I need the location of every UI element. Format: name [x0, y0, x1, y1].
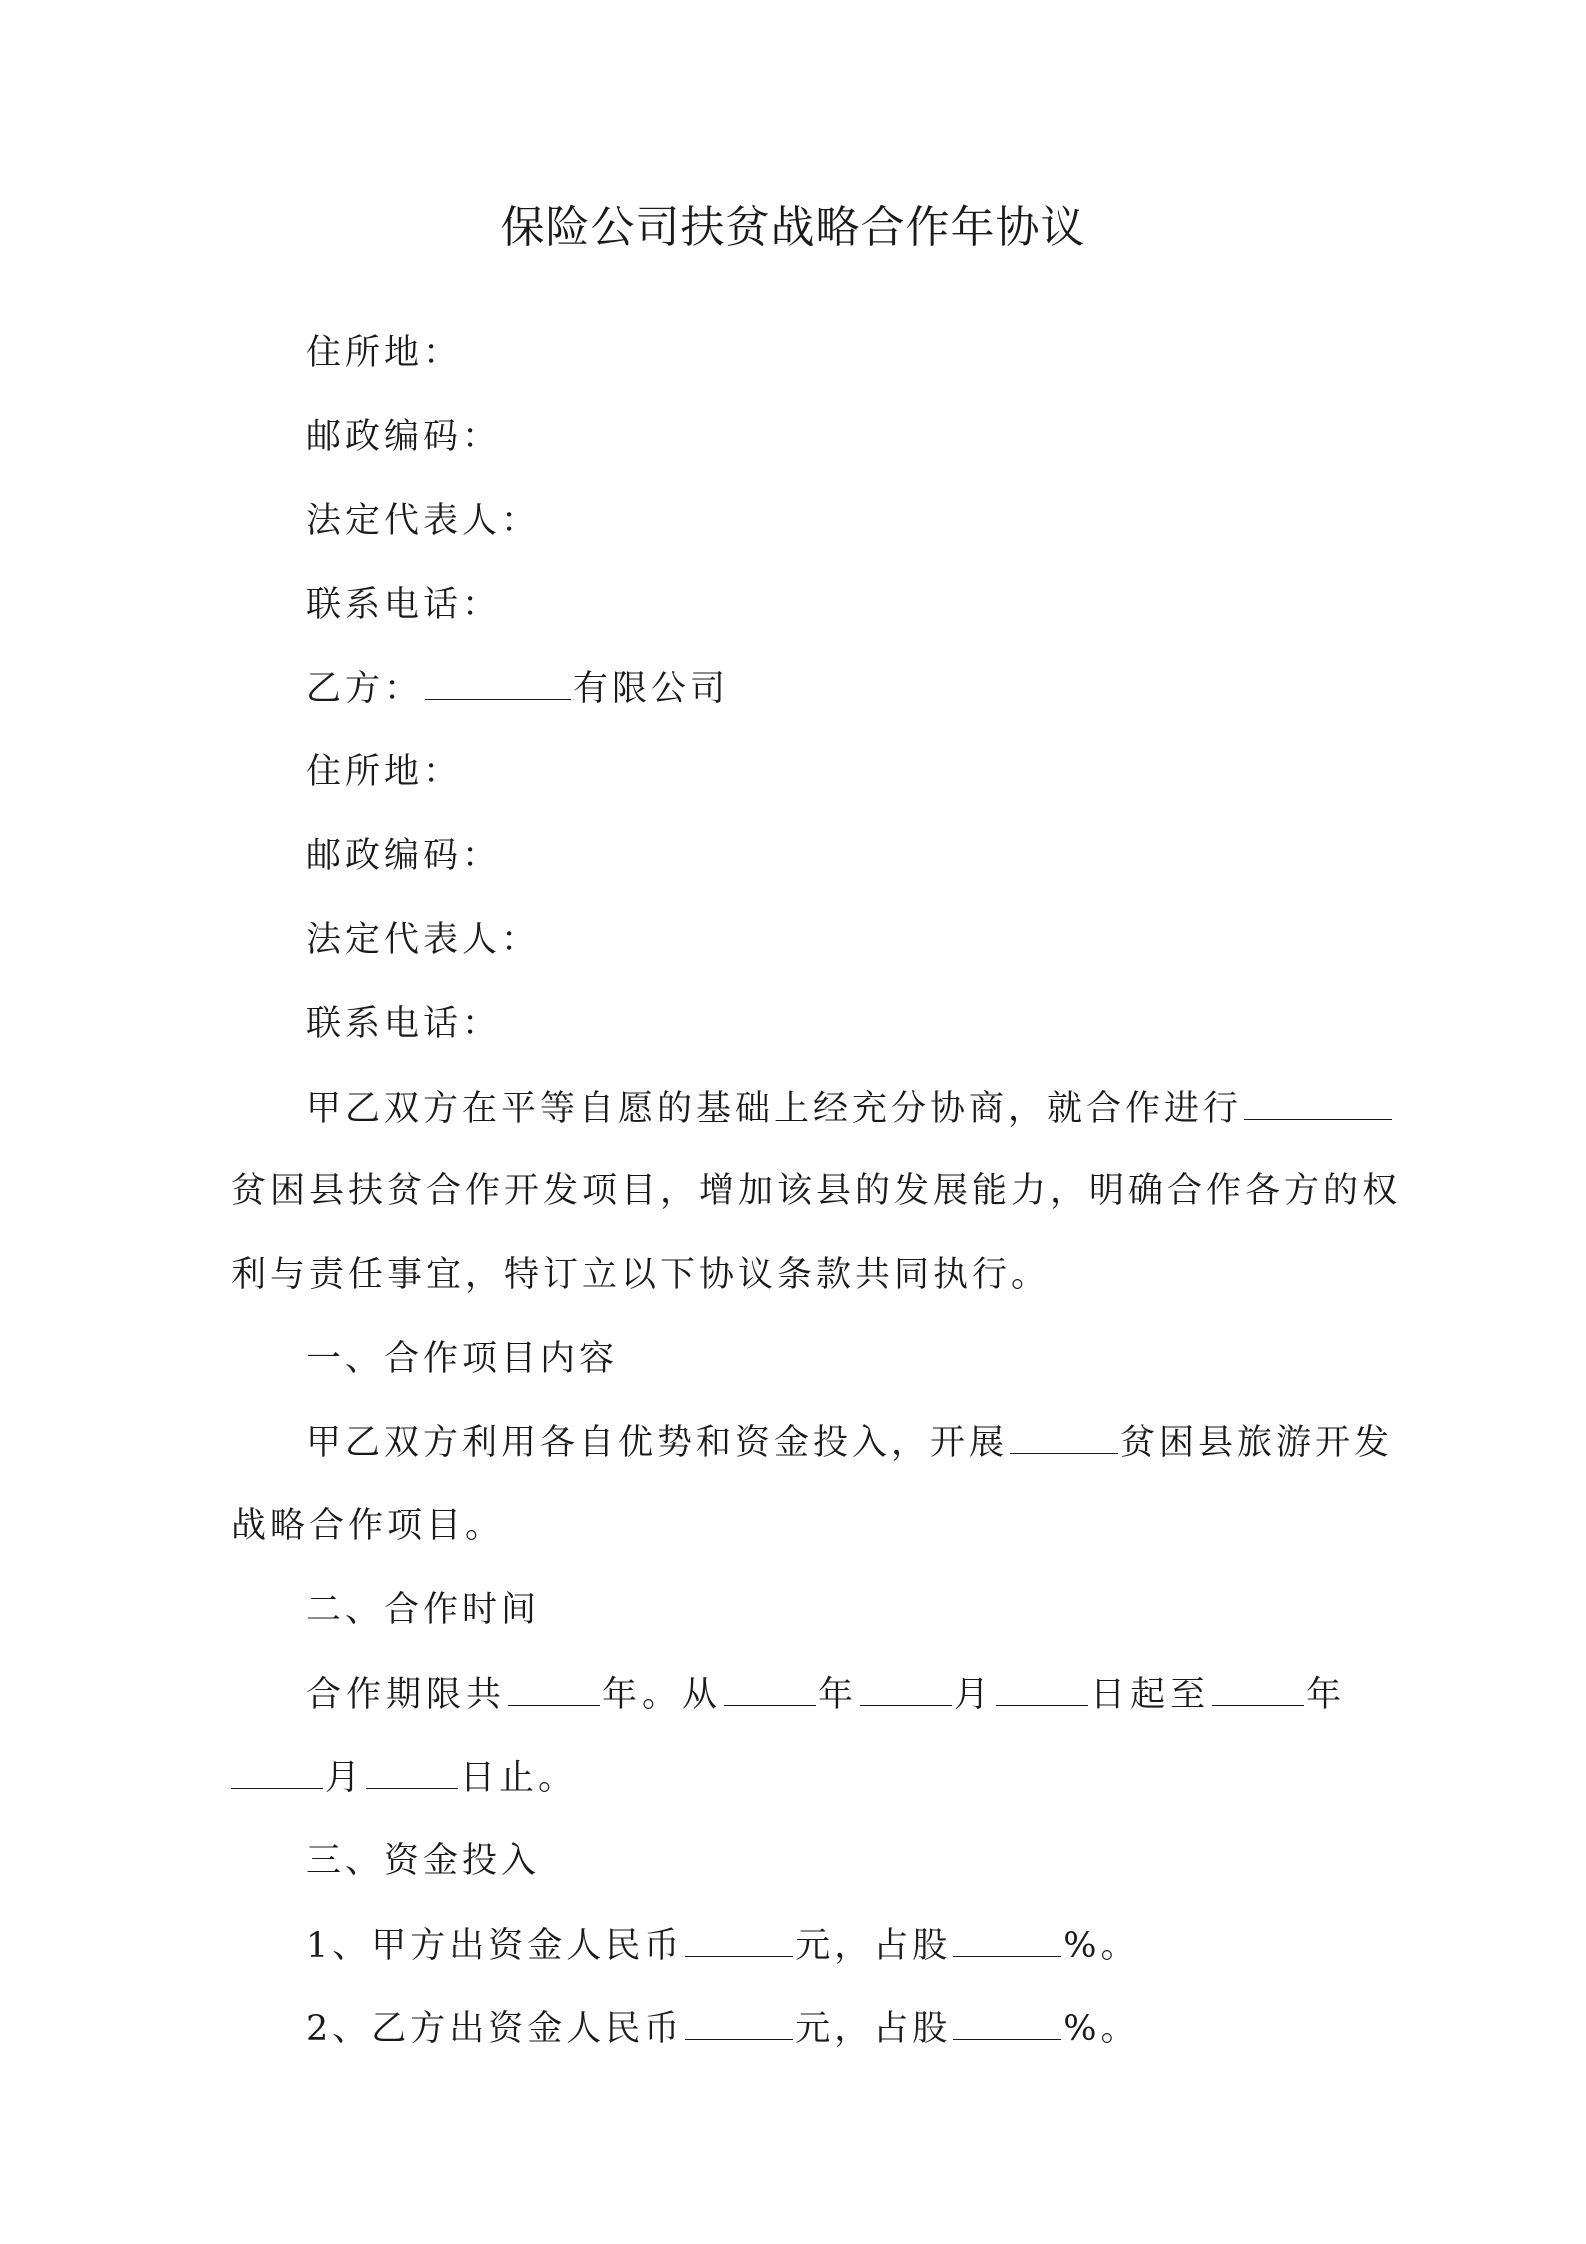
section-2-line-1: [306, 1669, 1346, 1720]
intro-line-1: [306, 1083, 1394, 1134]
item-2-text-b: 元，占股: [795, 2009, 952, 2049]
section-1-line-2: 战略合作项目。: [231, 1506, 505, 1546]
section-3-item-1: [306, 1920, 1140, 1971]
item-1-amount-blank[interactable]: [685, 1920, 793, 1957]
start-day-unit: 日起至: [1090, 1675, 1211, 1715]
term-years-blank[interactable]: [508, 1669, 600, 1706]
start-month-unit: 月: [954, 1675, 995, 1715]
intro-project-blank[interactable]: [1244, 1083, 1392, 1120]
item-2-text-c: %。: [1063, 2009, 1140, 2049]
party-b-name-blank[interactable]: [425, 663, 571, 700]
party-a-postcode-label: 邮政编码：: [306, 417, 502, 457]
item-1-text-b: 元，占股: [795, 1926, 952, 1966]
end-year-blank[interactable]: [1212, 1669, 1304, 1706]
end-month-unit: 月: [325, 1758, 365, 1798]
intro-line-2: 贫困县扶贫合作开发项目，增加该县的发展能力，明确合作各方的权: [231, 1171, 1402, 1211]
section-3-heading: 三、资金投入: [306, 1841, 541, 1881]
document-title: 保险公司扶贫战略合作年协议: [500, 202, 1086, 253]
section-2-line-2: [231, 1752, 577, 1803]
item-1-text-c: %。: [1063, 1926, 1140, 1966]
party-a-phone-label: 联系电话：: [306, 585, 502, 625]
start-year-blank[interactable]: [724, 1669, 816, 1706]
end-month-blank[interactable]: [231, 1752, 323, 1789]
end-year-unit: 年: [1306, 1675, 1347, 1715]
party-b-company-suffix: 有限公司: [573, 669, 730, 709]
start-day-blank[interactable]: [996, 1669, 1088, 1706]
item-1-share-blank[interactable]: [953, 1920, 1061, 1957]
party-b-address-label: 住所地：: [306, 752, 463, 792]
end-day-unit: 日止。: [460, 1758, 578, 1798]
item-2-amount-blank[interactable]: [685, 2003, 793, 2040]
section-1-region-blank[interactable]: [1010, 1417, 1118, 1454]
item-2-share-blank[interactable]: [953, 2003, 1061, 2040]
item-2-text-a: 2、乙方出资金人民币: [306, 2009, 684, 2049]
party-b-line: [306, 663, 729, 714]
party-b-label: 乙方：: [306, 669, 424, 709]
start-month-blank[interactable]: [860, 1669, 952, 1706]
section-3-item-2: [306, 2003, 1140, 2054]
section-1-heading: 一、合作项目内容: [306, 1339, 619, 1379]
term-years-suffix: 年。从: [602, 1675, 723, 1715]
party-a-address-label: 住所地：: [306, 333, 463, 373]
start-year-unit: 年: [818, 1675, 859, 1715]
term-label: 合作期限共: [306, 1675, 507, 1715]
party-b-legal-rep-label: 法定代表人：: [306, 920, 541, 960]
intro-text-1: 甲乙双方在平等自愿的基础上经充分协商，就合作进行: [306, 1089, 1243, 1129]
section-1-text-b: 贫困县旅游开发: [1120, 1423, 1394, 1463]
party-a-legal-rep-label: 法定代表人：: [306, 501, 541, 541]
section-1-line-1: [306, 1417, 1393, 1468]
section-2-heading: 二、合作时间: [306, 1590, 541, 1630]
section-1-text-a: 甲乙双方利用各自优势和资金投入，开展: [306, 1423, 1009, 1463]
party-b-phone-label: 联系电话：: [306, 1004, 502, 1044]
end-day-blank[interactable]: [366, 1752, 458, 1789]
item-1-text-a: 1、甲方出资金人民币: [306, 1926, 684, 1966]
party-b-postcode-label: 邮政编码：: [306, 836, 502, 876]
intro-line-3: 利与责任事宜，特订立以下协议条款共同执行。: [231, 1255, 1051, 1295]
